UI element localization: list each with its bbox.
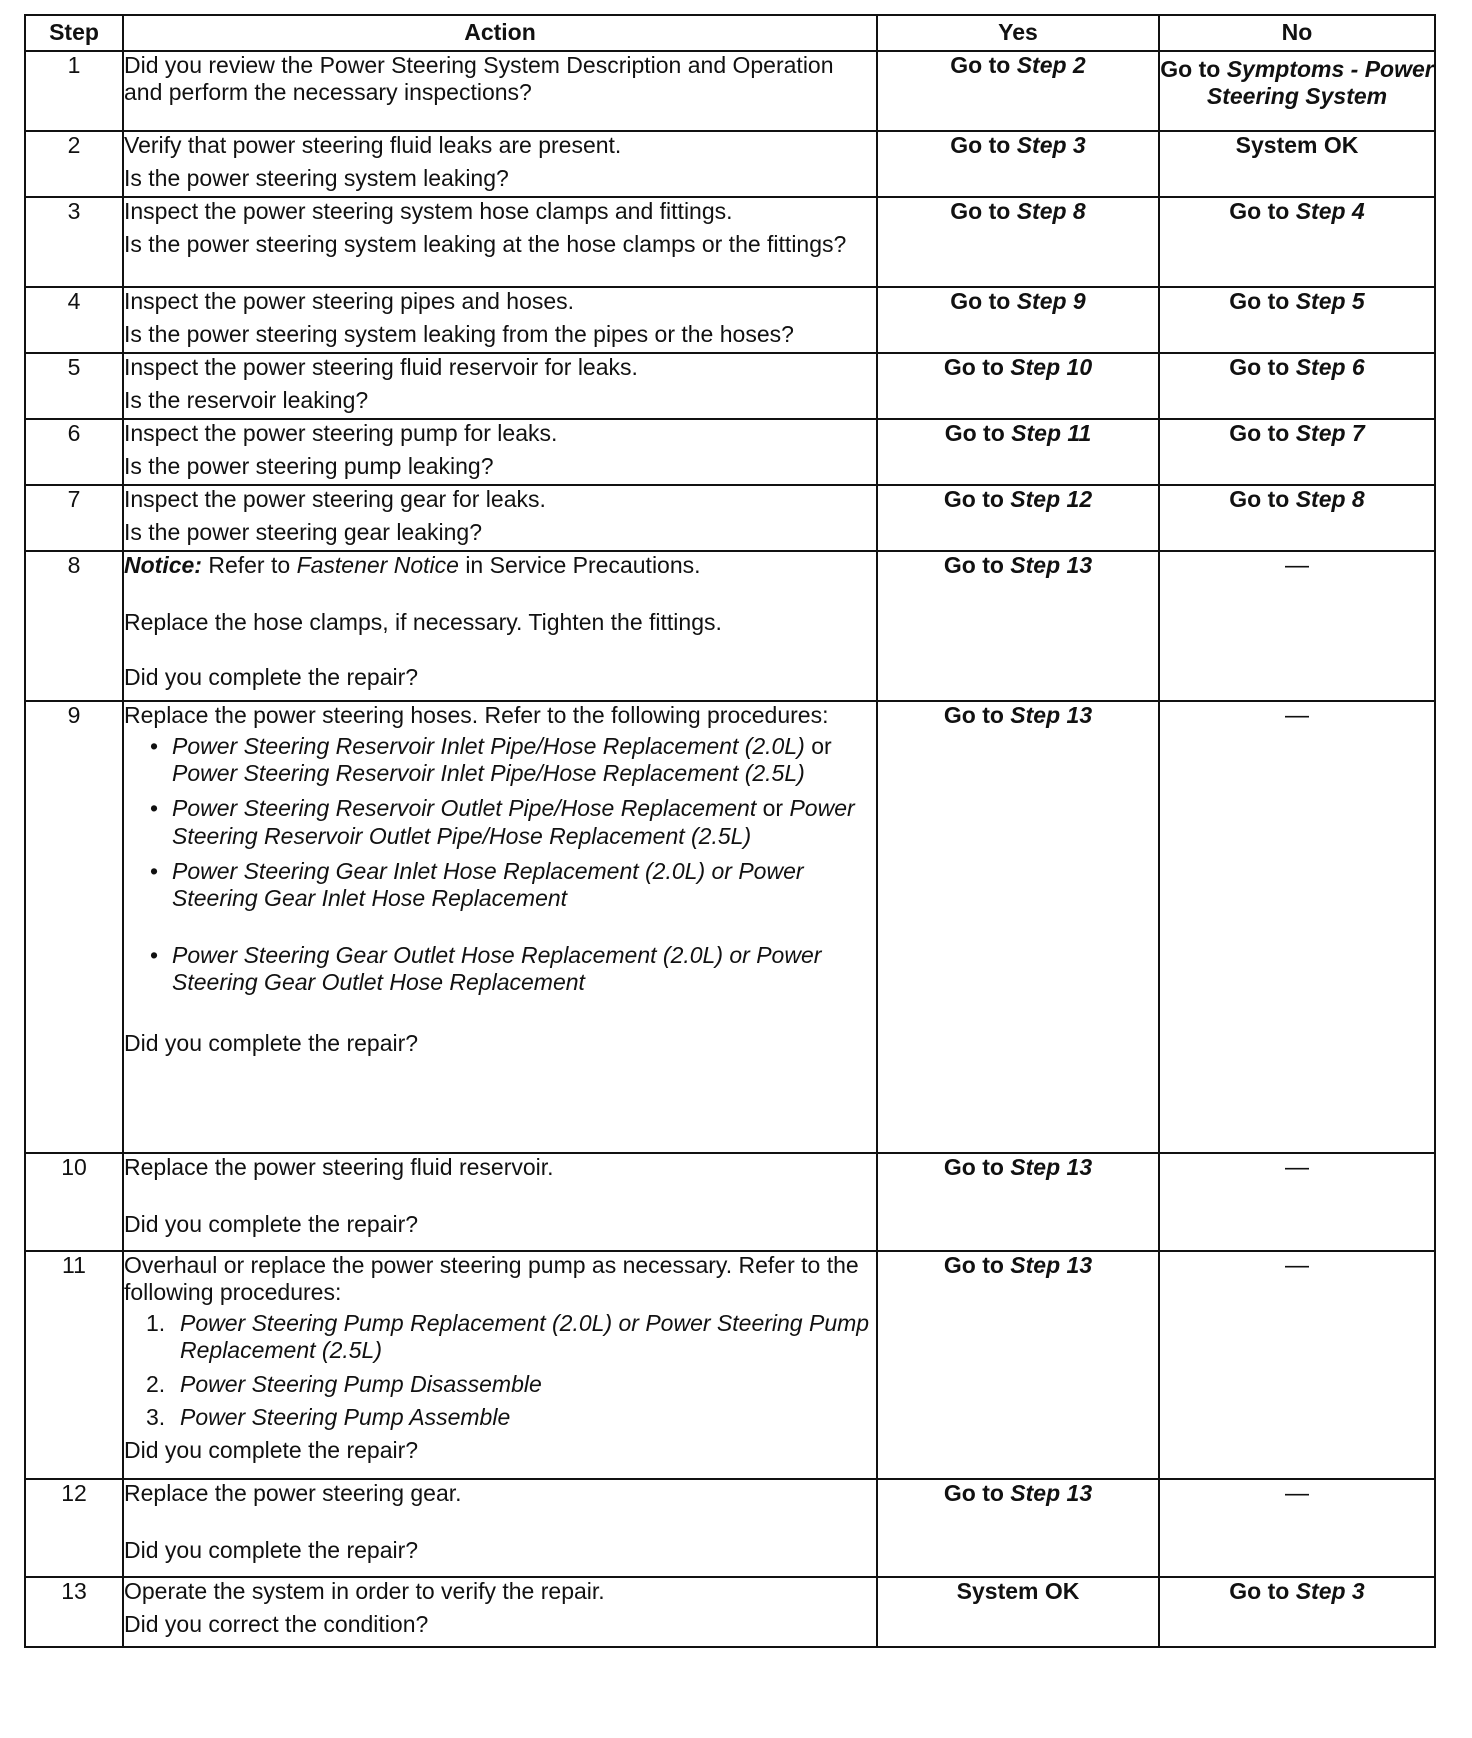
action-line: Inspect the power steering gear for leaks.	[124, 486, 546, 512]
yes-link[interactable]: Go to Step 12	[943, 486, 1093, 512]
step-number: 8	[25, 551, 123, 701]
action-question: Is the power steering system leaking at the hose clamps or the fittings?	[124, 231, 847, 258]
table-row	[25, 419, 1435, 485]
action-cell	[123, 1251, 877, 1479]
notice-line: Notice: Refer to Fastener Notice in Service Precautions.	[124, 552, 701, 578]
action-question: Is the power steering gear leaking?	[124, 519, 482, 546]
table-row	[25, 1153, 1435, 1251]
step-number: 1	[25, 51, 123, 131]
no-cell	[1159, 197, 1435, 287]
action-line: Inspect the power steering pipes and hoses.	[124, 288, 575, 314]
table-row	[25, 551, 1435, 701]
procedure-link[interactable]: Power Steering Pump Replacement (2.0L) or Power Steering Pump Replacement (2.5L)	[180, 1310, 870, 1364]
no-cell	[1159, 1251, 1435, 1479]
step-number: 9	[25, 701, 123, 1153]
no-link[interactable]: Go to Symptoms - Power Steering System	[1160, 56, 1434, 110]
no-cell	[1159, 551, 1435, 701]
no-result: System OK	[1235, 132, 1359, 158]
action-question: Is the power steering system leaking from the pipes or the hoses?	[124, 321, 794, 348]
action-question: Is the reservoir leaking?	[124, 387, 369, 414]
yes-link[interactable]: Go to Step 9	[950, 288, 1086, 314]
table-row	[25, 701, 1435, 1153]
action-intro: Overhaul or replace the power steering pump as necessary. Refer to the following procedures:	[124, 1252, 859, 1306]
list-item: • Power Steering Reservoir Outlet Pipe/Hose Replacement or Power Steering Reservoir Outlet Pipe/Hose Replacement (2.5L)	[172, 795, 876, 849]
table-row	[25, 485, 1435, 551]
procedure-link[interactable]: Power Steering Gear Outlet Hose Replacement (2.0L) or Power Steering Gear Outlet Hose Replacement	[172, 941, 822, 995]
action-cell	[123, 485, 877, 551]
list-item: • Power Steering Reservoir Inlet Pipe/Hose Replacement (2.0L) or Power Steering Reservoir Inlet Pipe/Hose Replacement (2.5L)	[172, 733, 876, 787]
action-line: Verify that power steering fluid leaks are present.	[124, 132, 622, 158]
action-line: Inspect the power steering fluid reservoir for leaks.	[124, 354, 638, 380]
diagnostic-table	[24, 14, 1436, 1648]
yes-link[interactable]: Go to Step 13	[943, 552, 1093, 578]
procedure-link[interactable]: Power Steering Pump Assemble	[180, 1403, 511, 1430]
action-question: Did you complete the repair?	[124, 1211, 419, 1238]
no-cell	[1159, 701, 1435, 1153]
yes-cell	[877, 353, 1159, 419]
step-number: 2	[25, 131, 123, 197]
list-item: 1. Power Steering Pump Replacement (2.0L) or Power Steering Pump Replacement (2.5L)	[146, 1310, 870, 1364]
yes-cell	[877, 287, 1159, 353]
yes-link[interactable]: Go to Step 3	[950, 132, 1086, 158]
list-item: 3. Power Steering Pump Assemble	[146, 1403, 511, 1430]
action-cell	[123, 51, 877, 131]
list-item: 2. Power Steering Pump Disassemble	[146, 1370, 542, 1397]
action-line: Replace the hose clamps, if necessary. Tighten the fittings.	[124, 609, 722, 636]
action-cell	[123, 1577, 877, 1647]
action-line: Did you review the Power Steering System Description and Operation and perform the necessary inspections?	[124, 52, 834, 106]
yes-cell	[877, 131, 1159, 197]
yes-link[interactable]: Go to Step 8	[950, 198, 1086, 224]
table-row	[25, 131, 1435, 197]
no-dash: —	[1285, 702, 1309, 729]
action-cell	[123, 1153, 877, 1251]
yes-link[interactable]: Go to Step 10	[943, 354, 1093, 380]
yes-cell	[877, 1577, 1159, 1647]
step-number: 13	[25, 1577, 123, 1647]
yes-link[interactable]: Go to Step 2	[950, 52, 1086, 78]
action-cell	[123, 197, 877, 287]
procedure-link[interactable]: Power Steering Pump Disassemble	[180, 1370, 542, 1397]
action-cell	[123, 287, 877, 353]
action-question: Did you complete the repair?	[124, 1436, 419, 1463]
procedure-link[interactable]: Power Steering Reservoir Outlet Pipe/Hose Replacement (2.5L)	[172, 795, 855, 849]
table-row	[25, 1251, 1435, 1479]
no-cell	[1159, 485, 1435, 551]
notice-label: Notice:	[124, 552, 202, 578]
procedure-list	[124, 1310, 876, 1431]
action-line: Operate the system in order to verify the repair.	[124, 1578, 605, 1604]
action-question: Did you complete the repair?	[124, 1537, 419, 1564]
procedure-link[interactable]: Power Steering Reservoir Outlet Pipe/Hose Replacement	[172, 795, 757, 822]
action-question: Is the power steering system leaking?	[124, 165, 509, 192]
step-number: 11	[25, 1251, 123, 1479]
yes-cell	[877, 485, 1159, 551]
no-cell	[1159, 1479, 1435, 1577]
yes-link[interactable]: Go to Step 13	[943, 1252, 1093, 1278]
no-dash: —	[1285, 1480, 1309, 1507]
no-link[interactable]: Go to Step 8	[1229, 486, 1365, 512]
header-yes: Yes	[877, 15, 1159, 51]
header-action: Action	[123, 15, 877, 51]
action-line: Inspect the power steering system hose clamps and fittings.	[124, 198, 733, 224]
yes-cell	[877, 197, 1159, 287]
no-link[interactable]: Go to Step 4	[1229, 198, 1365, 224]
step-number: 4	[25, 287, 123, 353]
action-question: Did you correct the condition?	[124, 1611, 429, 1638]
no-cell	[1159, 51, 1435, 131]
no-link[interactable]: Go to Step 7	[1229, 420, 1365, 446]
yes-result: System OK	[956, 1578, 1080, 1604]
yes-cell	[877, 701, 1159, 1153]
table-row	[25, 51, 1435, 131]
yes-link[interactable]: Go to Step 13	[943, 1154, 1093, 1180]
yes-cell	[877, 551, 1159, 701]
action-question: Did you complete the repair?	[124, 1030, 419, 1057]
table-row	[25, 197, 1435, 287]
no-cell	[1159, 353, 1435, 419]
step-number: 3	[25, 197, 123, 287]
yes-cell	[877, 1479, 1159, 1577]
header-step: Step	[25, 15, 123, 51]
action-question: Did you complete the repair?	[124, 664, 419, 691]
yes-link[interactable]: Go to Step 13	[943, 702, 1093, 728]
no-dash: —	[1285, 1154, 1309, 1181]
procedure-list	[124, 733, 876, 996]
action-cell	[123, 551, 877, 701]
fastener-notice-link[interactable]: Fastener Notice	[296, 552, 459, 578]
procedure-link[interactable]: Power Steering Reservoir Inlet Pipe/Hose Replacement (2.5L)	[172, 760, 805, 787]
no-link[interactable]: Go to Step 5	[1229, 288, 1365, 314]
table-row	[25, 353, 1435, 419]
list-item	[172, 942, 876, 996]
header-row	[25, 15, 1435, 51]
action-intro: Replace the power steering hoses. Refer to the following procedures:	[124, 702, 829, 728]
no-cell	[1159, 131, 1435, 197]
step-number: 10	[25, 1153, 123, 1251]
action-cell	[123, 131, 877, 197]
no-link[interactable]: Go to Step 3	[1229, 1578, 1365, 1604]
no-cell	[1159, 419, 1435, 485]
yes-cell	[877, 419, 1159, 485]
step-number: 7	[25, 485, 123, 551]
no-dash: —	[1285, 1252, 1309, 1279]
list-item	[172, 858, 876, 912]
procedure-link[interactable]: Power Steering Reservoir Inlet Pipe/Hose Replacement (2.0L)	[172, 733, 805, 760]
no-link[interactable]: Go to Step 6	[1229, 354, 1365, 380]
no-cell	[1159, 1153, 1435, 1251]
action-line: Replace the power steering fluid reservoir.	[124, 1154, 554, 1180]
header-no: No	[1159, 15, 1435, 51]
no-cell	[1159, 287, 1435, 353]
action-question: Is the power steering pump leaking?	[124, 453, 494, 480]
action-cell	[123, 419, 877, 485]
yes-cell	[877, 1251, 1159, 1479]
action-line: Replace the power steering gear.	[124, 1480, 462, 1506]
action-cell	[123, 701, 877, 1153]
table-row	[25, 1577, 1435, 1647]
action-cell	[123, 353, 877, 419]
action-line: Inspect the power steering pump for leaks.	[124, 420, 558, 446]
action-cell	[123, 1479, 877, 1577]
step-number: 6	[25, 419, 123, 485]
yes-link[interactable]: Go to Step 11	[944, 420, 1092, 446]
yes-cell	[877, 1153, 1159, 1251]
step-number: 5	[25, 353, 123, 419]
table-row	[25, 1479, 1435, 1577]
procedure-link[interactable]: Power Steering Gear Inlet Hose Replacement (2.0L) or Power Steering Gear Inlet Hose Replacement	[172, 857, 804, 911]
no-cell	[1159, 1577, 1435, 1647]
no-dash: —	[1285, 552, 1309, 579]
yes-cell	[877, 51, 1159, 131]
yes-link[interactable]: Go to Step 13	[943, 1480, 1093, 1506]
step-number: 12	[25, 1479, 123, 1577]
table-row	[25, 287, 1435, 353]
